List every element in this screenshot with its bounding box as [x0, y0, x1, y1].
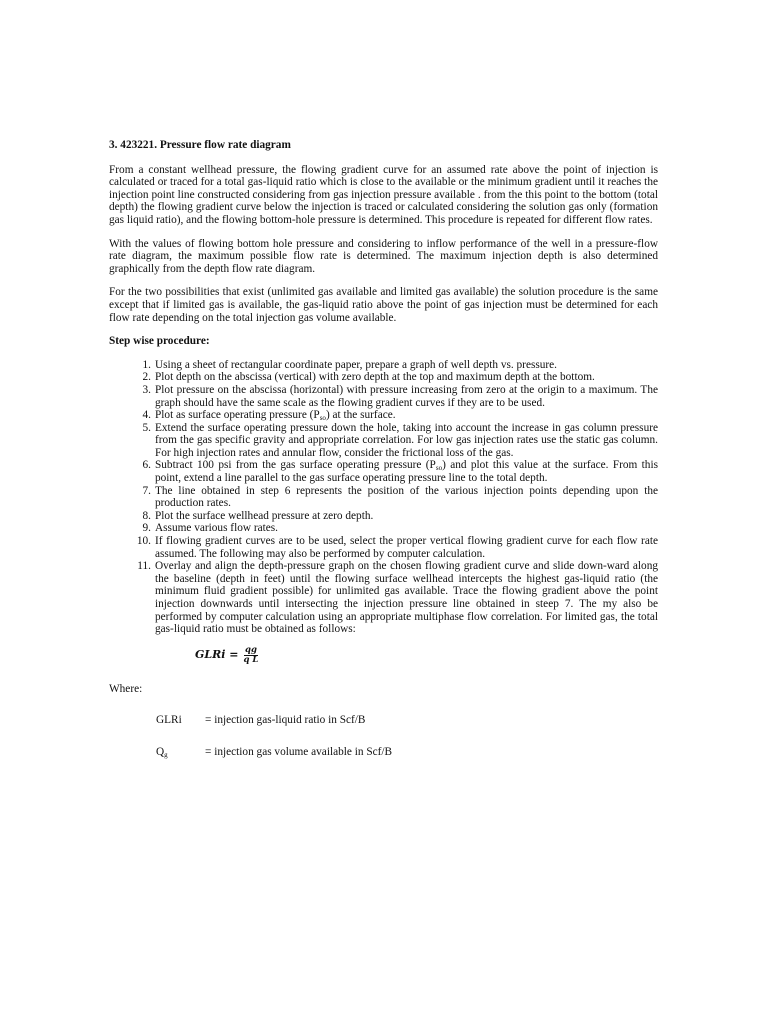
step-text: Assume various flow rates. [155, 522, 278, 535]
step-item [109, 560, 658, 636]
document-page [109, 139, 658, 759]
paragraph-2: With the values of flowing bottom hole pressure and considering to inflow performance of the well in a pressure-flow rate diagram, the maximum possible flow rate is determined. The maximum injection depth is also determined graphically from the depth flow rate diagram. [109, 237, 658, 275]
step-text: Overlay and align the depth-pressure graph on the chosen flowing gradient curve and slide down-ward along the baseline (depth in feet) until the flowing surface wellhead intercepts the highest gas-liquid ratio (the minimum fluid gradient possible) for unlimited gas available. Trace the flowing gradient above the point injection downwards until intersecting the injection pressure line obtained in steep 7. The my also be performed by computer calculation using an appropriate multiphase flow correlation. For limited gas, the total gas-liquid ratio must be obtained as follows: [155, 560, 658, 636]
step-number: 6. [142, 459, 151, 472]
step-item [109, 371, 658, 384]
step-text: Plot pressure on the abscissa (horizontal) with pressure increasing from zero at the origin to a maximum. The graph should have the same scale as the flowing gradient curves if they are to be used. [155, 383, 658, 409]
definition-row [156, 714, 658, 727]
step-number: 11. [137, 560, 151, 573]
step-text-cont: ) at the surface. [325, 409, 396, 422]
step-number: 8. [142, 509, 151, 522]
step-text: The line obtained in step 6 represents the position of the various injection points depending upon the production rates. [155, 484, 658, 510]
step-number: 10. [136, 535, 151, 548]
step-text: Subtract 100 psi from the gas surface operating pressure (P [155, 459, 436, 472]
formula-lhs: GLRi = [195, 647, 239, 661]
step-number: 1. [142, 358, 151, 371]
step-item [109, 510, 658, 523]
procedure-steps [109, 359, 658, 636]
definition-symbol: GLRi [156, 714, 182, 727]
paragraph-3: For the two possibilities that exist (unlimited gas available and limited gas available) the solution procedure is the same except that if limited gas is available, the gas-liquid ratio above the point of gas injection must be determined for each flow rate depending on the total injection gas volume available. [109, 286, 658, 324]
subscript: g [164, 750, 168, 759]
step-item [109, 422, 658, 460]
step-item [109, 459, 658, 484]
step-item [109, 522, 658, 535]
formula-denominator: q L [243, 654, 259, 665]
definition-text: = injection gas-liquid ratio in Scf/B [205, 714, 366, 727]
step-text: Plot as surface operating pressure (P [155, 409, 320, 422]
step-text: Extend the surface operating pressure down the hole, taking into account the increase in gas column pressure from the gas specific gravity and appropriate correlation. For low gas injection rates use the static gas column. For high injection rates and annular flow, consider the frictional loss of the gas. [155, 421, 658, 459]
subscript: so [435, 464, 443, 473]
step-number: 2. [142, 371, 151, 384]
step-number: 5. [142, 421, 151, 434]
definition-row [156, 746, 658, 759]
step-text: Plot the surface wellhead pressure at zero depth. [155, 509, 374, 522]
procedure-heading: Step wise procedure: [109, 335, 210, 348]
glri-formula [195, 646, 658, 665]
where-label: Where: [109, 682, 143, 695]
step-number: 3. [142, 383, 151, 396]
subscript: so [319, 414, 326, 423]
step-text: Plot depth on the abscissa (vertical) with zero depth at the top and maximum depth at the bottom. [155, 371, 595, 384]
step-item [109, 359, 658, 372]
step-text: Using a sheet of rectangular coordinate paper, prepare a graph of well depth vs. pressure. [155, 358, 557, 371]
paragraph-1: From a constant wellhead pressure, the flowing gradient curve for an assumed rate above the point of injection is calculated or traced for a total gas-liquid ratio which is close to the available or the minimum gradient until it reaches the injection point line constructed considering from gas injection pressure available . from the this point to the bottom (total depth) the flowing gradient curve below the injection is traced or calculated considering the solution gas only (formation gas liquid ratio), and the flowing bottom-hole pressure is determined. This procedure is repeated for different flow rates. [109, 163, 658, 226]
step-text: If flowing gradient curves are to be used, select the proper vertical flowing gradient curve for each flow rate assumed. The following may also be performed by computer calculation. [155, 535, 658, 560]
step-number: 4. [142, 409, 151, 422]
step-item [109, 535, 658, 560]
definition-text: = injection gas volume available in Scf/B [205, 745, 393, 758]
step-item [109, 384, 658, 409]
step-text-cont: ) and plot this value at the surface. From this point, extend a line parallel to the gas surface operating pressure line to the total depth. [155, 459, 658, 485]
symbol-main: Q [156, 745, 165, 758]
step-number: 7. [142, 484, 151, 497]
formula-numerator: qg [245, 644, 257, 655]
step-item [109, 485, 658, 510]
section-title: 3. 423221. Pressure flow rate diagram [109, 139, 291, 151]
definition-symbol [156, 746, 205, 759]
step-item [109, 409, 658, 422]
step-number: 9. [142, 522, 151, 535]
formula-fraction [244, 646, 259, 665]
